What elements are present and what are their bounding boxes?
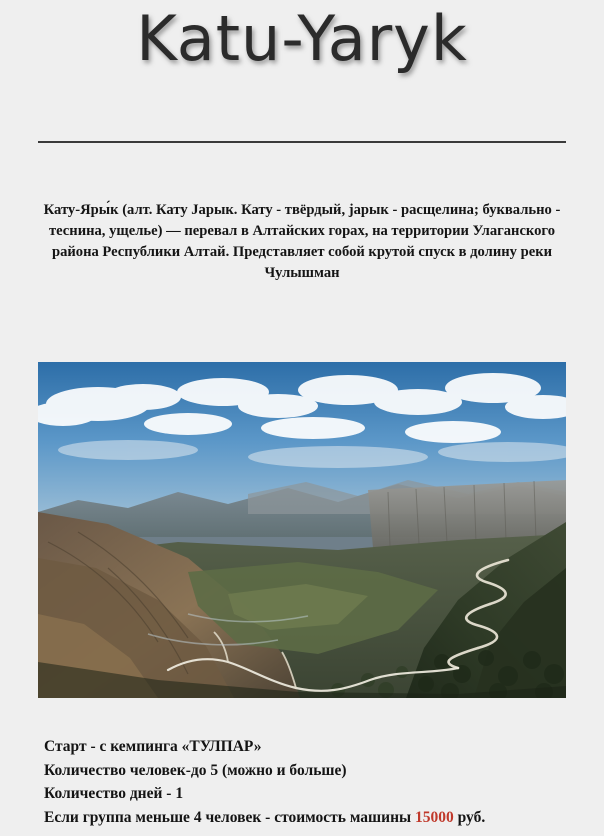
- detail-days-count: Количество дней - 1: [44, 785, 184, 803]
- detail-people-count: Количество человек-до 5 (можно и больше): [44, 761, 347, 779]
- trip-details: [44, 735, 584, 829]
- page-title: Katu-Yaryk: [136, 2, 468, 75]
- detail-start: Старт - с кемпинга «ТУЛПАР»: [44, 738, 262, 755]
- detail-price: [44, 806, 584, 830]
- detail-price-suffix: руб.: [453, 808, 486, 826]
- detail-price-prefix: Если группа меньше 4 человек - стоимость машины: [44, 808, 415, 826]
- detail-price-value: 15000: [414, 808, 454, 826]
- horizontal-divider: [38, 141, 566, 143]
- intro-paragraph: Кату-Яры́к (алт. Кату Јарык. Кату - твёрдый, јарык - расщелина; буквально - теснина, ущелье) — перевал в Алтайских горах, на территории Улаганского района Республики Алтай. Представляет собой крутой спуск в долину реки Чулышман: [43, 202, 561, 282]
- katu-yaryk-pass-photo: [38, 362, 566, 698]
- title-container: [0, 2, 604, 75]
- photo-illustration: [38, 362, 566, 698]
